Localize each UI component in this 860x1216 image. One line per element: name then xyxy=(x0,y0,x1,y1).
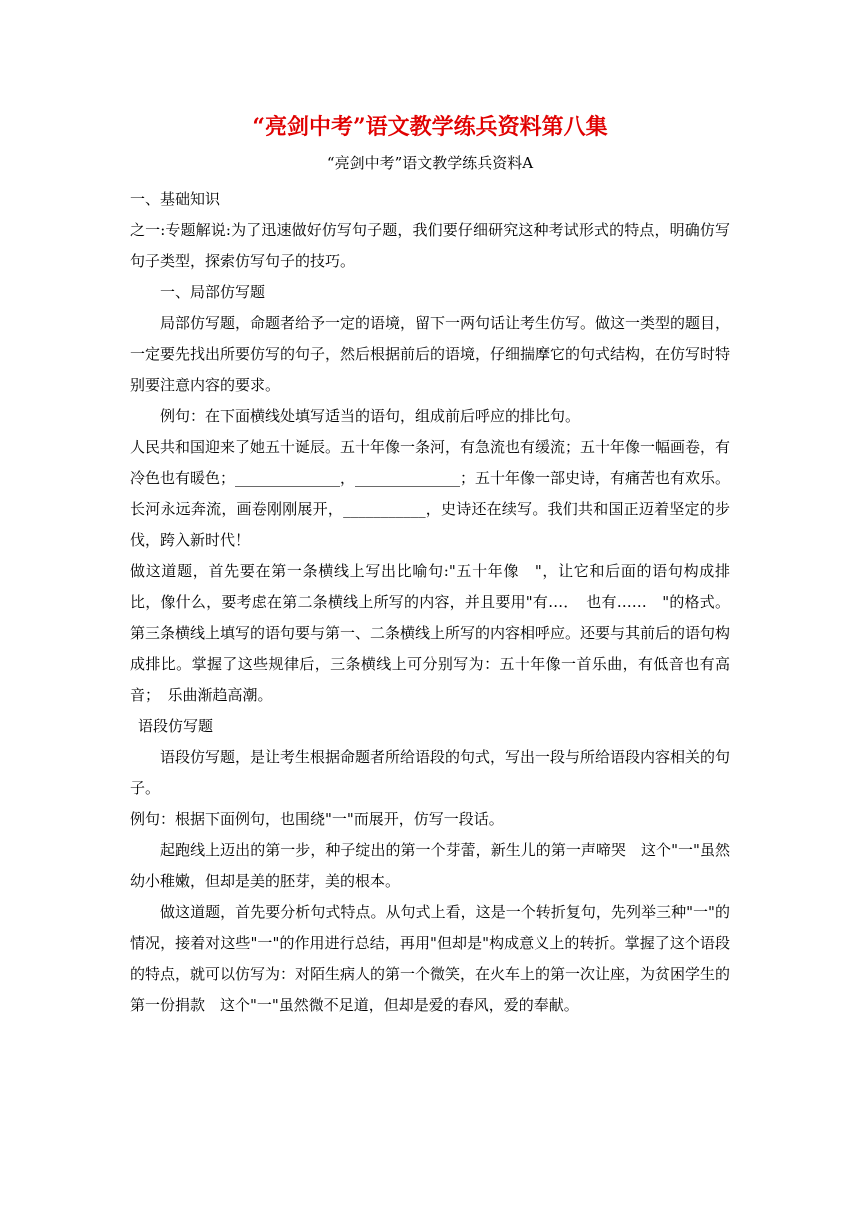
passage-analysis-paragraph: 做这道题，首先要分析句式特点。从句式上看，这是一个转折复句，先列举三种"一"的情况，接着对这些"一"的作用进行总结，再用"但却是"构成意义上的转折。掌握了这个语段的特点，就可以仿写为：对陌生病人的第一个微笑，在火车上的第一次让座，为贫困学生的第一份捐款 这个"一"虽然微不足道，但却是爱的春风，爱的奉献。 xyxy=(130,903,731,1014)
document-body xyxy=(130,184,730,1021)
partial-explanation-paragraph: 局部仿写题，命题者给予一定的语境，留下一两句话让考生仿写。做这一类型的题目，一定要先找出所要仿写的句子，然后根据前后的语境，仔细揣摩它的句式结构，在仿写时特别要注意内容的要求。 xyxy=(130,314,731,394)
section-heading-passage: 语段仿写题 xyxy=(138,717,214,735)
example-text-paragraph: 人民共和国迎来了她五十诞辰。五十年像一条河，有急流也有缓流；五十年像一幅画卷，有冷色也有暖色；______________，______________；五十年像一部史诗，有痛苦也有欢乐。长河永远奔流，画卷刚刚展开，___________，史诗还在续写。我们共和国正迈着坚定的步伐，跨入新时代！ xyxy=(130,438,731,549)
document-title: “亮剑中考”语文教学练兵资料第八集 xyxy=(252,114,608,140)
example-instruction-paragraph: 例句：在下面横线处填写适当的语句，组成前后呼应的排比句。 xyxy=(160,407,581,425)
section-heading-basics: 一、基础知识 xyxy=(130,190,221,208)
passage-example-instruction: 例句：根据下面例句，也围绕"一"而展开，仿写一段话。 xyxy=(130,810,504,828)
topic-intro-paragraph: 之一:专题解说:为了迅速做好仿写句子题，我们要仔细研究这种考试形式的特点，明确仿写句子类型，探索仿写句子的技巧。 xyxy=(130,221,730,270)
example-analysis-paragraph: 做这道题，首先要在第一条横线上写出比喻句:"五十年像 "，让它和后面的语句构成排比，像什么，要考虑在第二条横线上所写的内容，并且要用"有…． 也有…… "的格式。第三条横线上填写的语句要与第一、二条横线上所写的内容相呼应。还要与其前后的语句构成排比。掌握了这些规律后，三条横线上可分别写为：五十年像一首乐曲，有低音也有高音； 乐曲渐趋高潮。 xyxy=(130,562,731,704)
document-subtitle: “亮剑中考”语文教学练兵资料A xyxy=(326,154,534,172)
passage-example-text: 起跑线上迈出的第一步，种子绽出的第一个芽蕾，新生儿的第一声啼哭 这个"一"虽然幼小稚嫩，但却是美的胚芽，美的根本。 xyxy=(130,841,730,890)
section-heading-partial: 一、局部仿写题 xyxy=(160,283,266,301)
passage-explanation-paragraph: 语段仿写题，是让考生根据命题者所给语段的句式，写出一段与所给语段内容相关的句子。 xyxy=(130,748,731,797)
